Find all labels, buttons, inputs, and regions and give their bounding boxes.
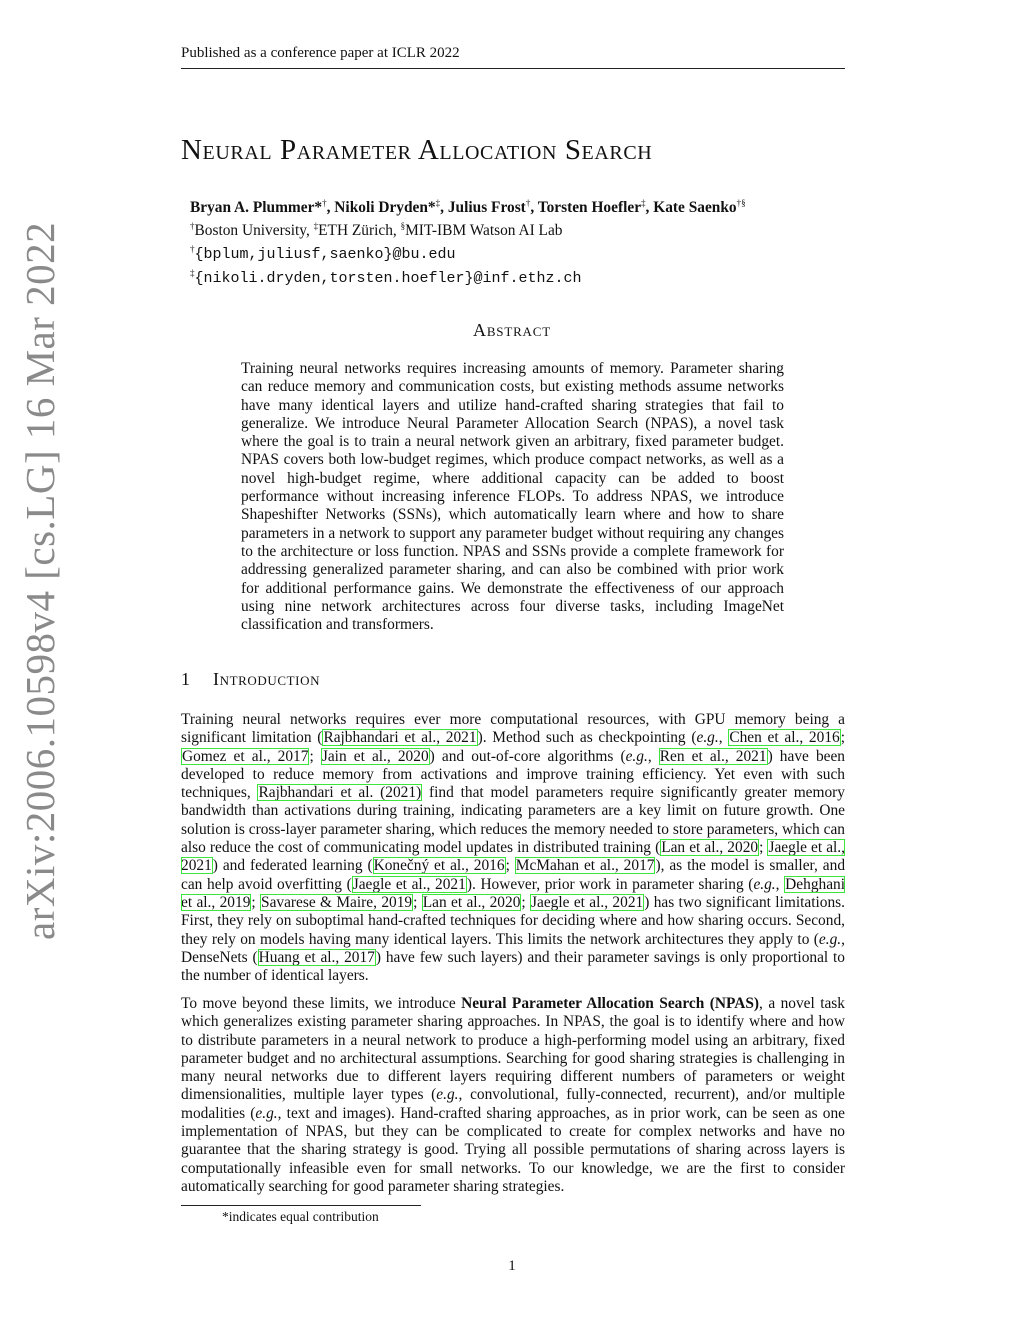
intro-paragraph-2: To move beyond these limits, we introduce Neural Parameter Allocation Search (NPAS), a novel task which generalizes existing parameter sharing approaches. In NPAS, the goal is to identify where and how to distribute parameters in a neural network to produce a high-performing model using an arbitrary, fixed parameter budget and no architectural assumptions. Searching for good sharing strategies is challenging in many neural networks due to different layers requiring different numbers of parameters or weight dimensionalities, multiple layer types (e.g., convolutional, fully-connected, recurrent), and/or multiple modalities (e.g., text and images). Hand-crafted sharing approaches, as in prior work, can be seen as one implementation of NPAS, but they can be complicated to create for complex networks and have no guarantee that the sharing strategy is good. Trying all possible permutations of sharing across layers is computationally infeasible even for small networks. To our knowledge, we are the first to consider automatically searching for good parameter sharing strategies. (181, 995, 845, 1195)
section-heading (181, 669, 845, 690)
email-1[interactable]: {bplum,juliusf,saenko}@bu.edu (194, 246, 456, 264)
emphasis: e.g. (696, 729, 719, 747)
affiliation-marker: § (400, 221, 406, 232)
affiliation: MIT-IBM Watson AI Lab (405, 222, 563, 240)
citation-link[interactable]: Huang et al., 2017 (258, 948, 375, 966)
author-names: Bryan A. Plummer*†, Nikoli Dryden*‡, Julius Frost†, Torsten Hoefler‡, Kate Saenko†§ (190, 198, 746, 217)
citation-link[interactable]: Gomez et al., 2017 (182, 747, 309, 765)
affiliation: Boston University, (194, 222, 314, 240)
citation-link[interactable]: Rajbhandari et al. (2021) (258, 784, 422, 802)
page-number: 1 (508, 1258, 516, 1274)
emphasis: e.g. (436, 1086, 459, 1104)
running-header: Published as a conference paper at ICLR 2022 (181, 44, 845, 69)
citation-link[interactable]: Lan et al., 2020 (661, 839, 759, 857)
bold-term: Neural Parameter Allocation Search (NPAS) (461, 995, 760, 1012)
author-block (190, 194, 850, 289)
author-name: Torsten Hoefler (537, 199, 642, 217)
author-marker: †§ (736, 198, 746, 208)
intro-paragraph-1: Training neural networks requires ever more computational resources, with GPU memory being a significant limitation (Rajbhandari et al., 2021). Method such as checkpointing (e.g., Chen et al., 2016; Gomez et al., 2017; Jain et al., 2020) and out-of-core algorithms (e.g., Ren et al., 2021) have been developed to reduce memory from activations and improve training efficiency. Yet even with such techniques, Rajbhandari et al. (2021) find that model parameters require significantly greater memory bandwidth than activations during training, indicating parameters are a key limit on future growth. One solution is cross-layer parameter sharing, which reduces the memory needed to store parameters, which can also reduce the cost of communicating model updates in distributed training (Lan et al., 2020; Jaegle et al., 2021) and federated learning (Konečný et al., 2016; McMahan et al., 2017), as the model is smaller, and can help avoid overfitting (Jaegle et al., 2021). However, prior work in parameter sharing (e.g., Dehghani et al., 2019; Savarese & Maire, 2019; Lan et al., 2020; Jaegle et al., 2021) has two significant limitations. First, they rely on suboptimal hand-crafted techniques for deciding where and how sharing occurs. Second, they rely on models having many identical layers. This limits the network architectures they apply to (e.g., DenseNets (Huang et al., 2017) have few such layers) and their parameter savings is only proportional to the number of identical layers. (181, 711, 846, 985)
section-number: 1 (181, 669, 191, 689)
citation-link[interactable]: Jaegle et al., 2021 (181, 839, 846, 875)
email-line-1[interactable] (190, 240, 850, 264)
author-name: Julius Frost (447, 199, 526, 217)
citation-link[interactable]: Lan et al., 2020 (422, 893, 521, 911)
emphasis: e.g. (625, 747, 648, 765)
affiliations (190, 217, 850, 240)
affiliation-marker: ‡ (313, 221, 319, 232)
paper-title: Neural Parameter Allocation Search (181, 134, 653, 166)
footnote-rule (181, 1205, 421, 1206)
citation-link[interactable]: Jain et al., 2020 (321, 747, 429, 765)
citation-link[interactable]: McMahan et al., 2017 (515, 857, 655, 875)
citation-link[interactable]: Rajbhandari et al., 2021 (323, 729, 477, 747)
email-line-2[interactable] (190, 264, 850, 288)
citation-link[interactable]: Konečný et al., 2016 (373, 857, 505, 875)
affiliation: ETH Zürich, (318, 222, 401, 240)
citation-link[interactable]: Chen et al., 2016 (729, 729, 840, 747)
affiliation-marker: † (190, 221, 195, 232)
author-marker: † (322, 198, 327, 208)
author-name: Kate Saenko (653, 199, 737, 217)
citation-link[interactable]: Savarese & Maire, 2019 (261, 893, 413, 911)
emphasis: e.g. (255, 1104, 278, 1122)
author-name: Nikoli Dryden* (334, 199, 436, 217)
email-1-marker: † (190, 244, 195, 255)
abstract-heading: Abstract (473, 320, 551, 340)
citation-link[interactable]: Jaegle et al., 2021 (352, 875, 466, 893)
section-title: Introduction (213, 669, 321, 689)
emphasis: e.g. (818, 930, 842, 948)
abstract-text: Training neural networks requires increasing amounts of memory. Parameter sharing can reduce memory and communication costs, but existing methods assume networks have many identical layers and utilize hand-crafted sharing strategies that fail to generalize. We introduce Neural Parameter Allocation Search (NPAS), a novel task where the goal is to train a neural network given an arbitrary, fixed parameter budget. NPAS covers both low-budget regimes, which produce compact networks, as well as a novel high-budget regime, where additional capacity can be added to boost performance without increasing inference FLOPs. To address NPAS, we introduce Shapeshifter Networks (SSNs), which automatically learn where and how to share parameters in a network to support any parameter budget without requiring any changes to the architecture or loss function. NPAS and SSNs provide a complete framework for addressing generalized parameter sharing, and can also be combined with prior work for additional performance gains. We demonstrate the effectiveness of our approach using nine network architectures across four diverse tasks, including ImageNet classification and transformers. (241, 360, 784, 634)
author-marker: ‡ (435, 198, 441, 208)
citation-link[interactable]: Ren et al., 2021 (659, 747, 767, 765)
author-marker: † (525, 198, 531, 208)
author-name: Bryan A. Plummer* (190, 199, 323, 217)
footnote: *indicates equal contribution (222, 1209, 379, 1224)
citation-link[interactable]: Dehghani et al., 2019 (181, 875, 846, 911)
emphasis: e.g. (753, 875, 776, 893)
citation-link[interactable]: Jaegle et al., 2021 (531, 893, 644, 911)
email-2-marker: ‡ (190, 268, 195, 279)
email-2[interactable]: {nikoli.dryden,torsten.hoefler}@inf.ethz.ch (194, 270, 582, 288)
author-marker: ‡ (641, 198, 646, 208)
arxiv-stamp[interactable]: arXiv:2006.10598v4 [cs.LG] 16 Mar 2022 (17, 221, 63, 940)
